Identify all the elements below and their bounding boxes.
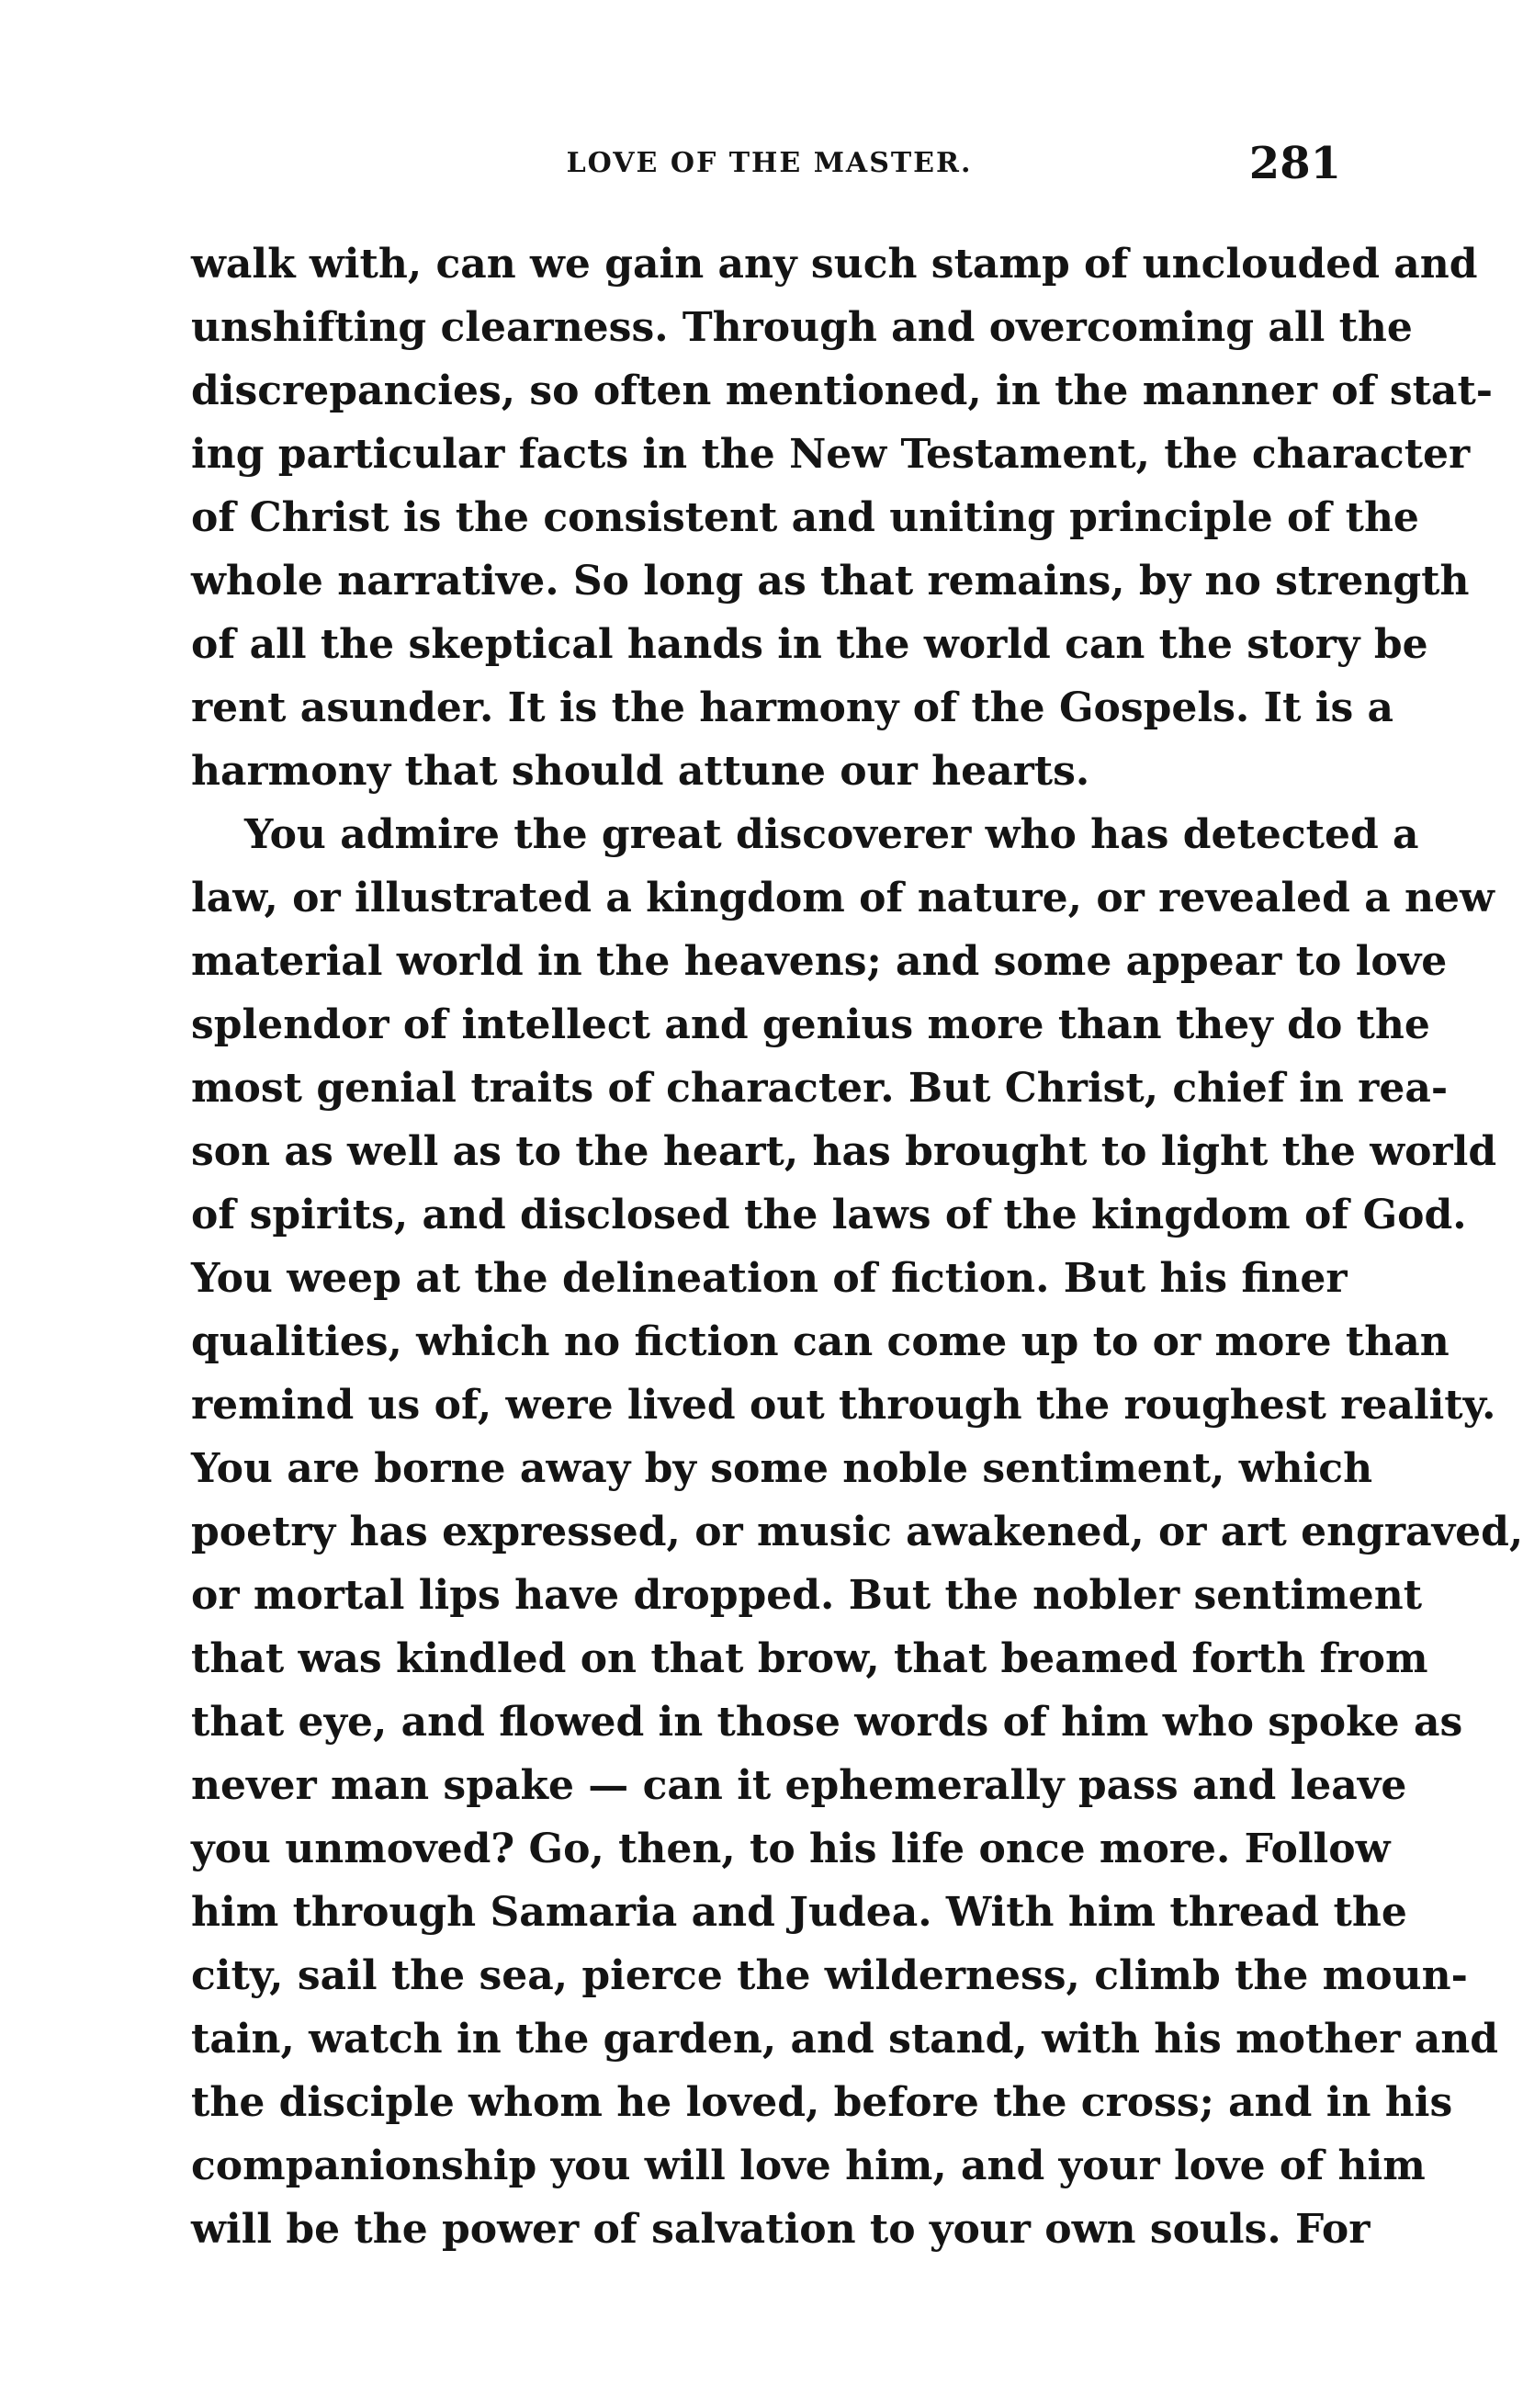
text-line: that was kindled on that brow, that beamed forth from bbox=[191, 1635, 1428, 1682]
text-line: poetry has expressed, or music awakened, or art engraved, bbox=[191, 1509, 1523, 1555]
text-line: whole narrative. So long as that remains, by no strength bbox=[191, 558, 1470, 605]
text-line: that eye, and flowed in those words of him who spoke as bbox=[191, 1699, 1463, 1746]
text-line: companionship you will love him, and your love of him bbox=[191, 2142, 1426, 2189]
text-line: the disciple whom he loved, before the cross; and in his bbox=[191, 2079, 1453, 2126]
text-line: of spirits, and disclosed the laws of the kingdom of God. bbox=[191, 1192, 1467, 1238]
text-line: son as well as to the heart, has brought to light the world bbox=[191, 1128, 1497, 1175]
text-line: city, sail the sea, pierce the wilderness, climb the moun- bbox=[191, 1952, 1468, 1999]
text-line: unshifting clearness. Through and overcoming all the bbox=[191, 304, 1413, 351]
text-line: rent asunder. It is the harmony of the Gospels. It is a bbox=[191, 684, 1394, 731]
text-line: splendor of intellect and genius more than they do the bbox=[191, 1001, 1430, 1048]
text-line: remind us of, were lived out through the roughest reality. bbox=[191, 1382, 1496, 1429]
text-line: of Christ is the consistent and uniting principle of the bbox=[191, 494, 1419, 541]
running-head bbox=[197, 138, 1341, 193]
text-line: most genial traits of character. But Christ, chief in rea- bbox=[191, 1065, 1449, 1112]
paragraph-end-line: harmony that should attune our hearts. bbox=[191, 748, 1090, 795]
paragraph-start-line: You admire the great discoverer who has detected a bbox=[244, 811, 1419, 858]
text-line: discrepancies, so often mentioned, in the manner of stat- bbox=[191, 367, 1494, 414]
text-line: law, or illustrated a kingdom of nature, or revealed a new bbox=[191, 875, 1495, 921]
body-text bbox=[191, 232, 1523, 2261]
text-line: qualities, which no fiction can come up to or more than bbox=[191, 1318, 1450, 1365]
running-title: LOVE OF THE MASTER. bbox=[566, 147, 973, 179]
text-line: never man spake — can it ephemerally pass and leave bbox=[191, 1762, 1407, 1809]
text-line: will be the power of salvation to your own souls. For bbox=[191, 2206, 1371, 2253]
text-line: tain, watch in the garden, and stand, with his mother and bbox=[191, 2016, 1499, 2063]
text-line: ing particular facts in the New Testament, the character bbox=[191, 431, 1471, 478]
text-line: of all the skeptical hands in the world can the story be bbox=[191, 621, 1428, 668]
text-line: You weep at the delineation of fiction. But his finer bbox=[191, 1255, 1348, 1302]
text-line: walk with, can we gain any such stamp of unclouded and bbox=[191, 241, 1478, 288]
page-number: 281 bbox=[1248, 138, 1341, 189]
text-line: You are borne away by some noble sentiment, which bbox=[191, 1445, 1373, 1492]
text-line: or mortal lips have dropped. But the nobler sentiment bbox=[191, 1572, 1423, 1619]
text-line: you unmoved? Go, then, to his life once more. Follow bbox=[191, 1826, 1391, 1872]
text-line: material world in the heavens; and some appear to love bbox=[191, 938, 1448, 985]
text-line: him through Samaria and Judea. With him thread the bbox=[191, 1889, 1407, 1936]
